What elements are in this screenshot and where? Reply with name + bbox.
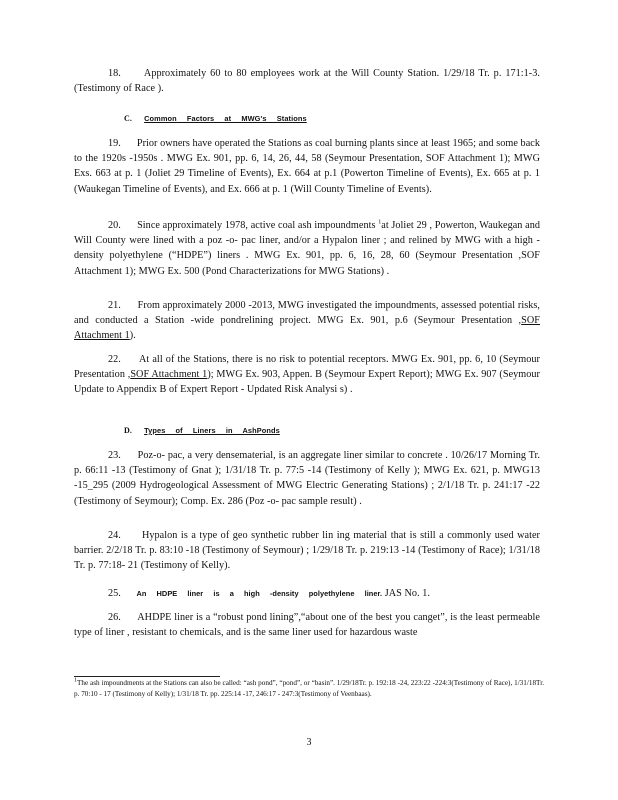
section-label: C. [124, 114, 132, 123]
underlined-citation: SOF Attachment 1 [74, 315, 540, 342]
paragraph-text: At all of the Stations, there is no risk to potential receptors. MWG Ex. 901, pp. 6, 10 (Seymour Presentation , [74, 354, 540, 381]
paragraph-text: AHDPE liner is a “robust pond lining”,“about one of the best you canget”, is the least permeable type of liner , resistant to chemicals, and is the same liner used for hazardous waste [74, 612, 540, 639]
paragraph-text: Prior owners have operated the Stations as coal burning plants since at least 1965; and some back to the 1920s -1950s . MWG Ex. 901, pp. 6, 14, 26, 44, 58 (Seymour Presentation, SOF Attachment 1); MWG Exs. 663 at p. 1 (Joliet 29 Timeline of Events), Ex. 664 at p.1 (Powerton Timeline of Events), Ex. 665 at p. 1 (Waukegan Timeline of Events), and Ex. 666 at p. 1 (Will County Timeline of Events). [74, 138, 540, 195]
footnote-text: The ash impoundments at the Stations can also be called: “ash pond”, “pond”, or “basin”. 1/29/18Tr. p. 192:18 -24, 223:22 -224:3(Testimony of Race), 1/31/18Tr. p. 70:10 - 17 (Testimony of Kelly); 1/31/18 Tr. pp. 225:14 -17, 246:17 - 247:3(Testimony of Veenbaas). [74, 679, 544, 699]
paragraph-21 [74, 298, 540, 344]
paragraph-22 [74, 352, 540, 398]
section-heading-d [124, 426, 280, 435]
paragraph-text-end: ); MWG Ex. 903, Appen. B (Seymour Expert Report); MWG Ex. 907 (Seymour Update to Appendix B of Expert Report - Updated Risk Analysi s) . [74, 369, 540, 396]
paragraph-text: Since approximately 1978, active coal ash impoundments [137, 220, 379, 231]
footnote-mark: 1 [74, 677, 77, 684]
paragraph-text: From approximately 2000 -2013, MWG investigated the impoundments, assessed potential risks, and conducted a Station -wide pondrelining project. MWG Ex. 901, p.6 (Seymour Presentation , [74, 300, 540, 327]
paragraph-text-continued: at Joliet 29 , Powerton, Waukegan and Will County were lined with a poz -o- pac liner, and/or a Hypalon liner ; and relined by MWG with a high -density polyethylene (“HDPE”) liners . MWG Ex. 901, pp. 6, 16, 28, 60 (Seymour Presentation ,SOF Attachment 1); MWG Ex. 500 (Pond Characterizations for MWG Stations) . [74, 220, 540, 277]
underlined-citation: SOF Attachment 1 [130, 369, 208, 381]
paragraph-number: 23. [108, 450, 121, 461]
section-label: D. [124, 426, 132, 435]
paragraph-number: 21. [108, 300, 121, 311]
paragraph-number: 19. [108, 138, 121, 149]
paragraph-number: 24. [108, 530, 121, 541]
paragraph-text: Approximately 60 to 80 employees work at the Will County Station. 1/29/18 Tr. p. 171:1-3. (Testimony of Race ). [74, 68, 540, 95]
paragraph-text: Hypalon is a type of geo synthetic rubber lin ing material that is still a commonly used water barrier. 2/2/18 Tr. p. 83:10 -18 (Testimony of Seymour) ; 1/29/18 Tr. p. 219:13 -14 (Testimony of Race); 1/31/18 Tr. p. 77:18- 21 (Testimony of Kelly). [74, 530, 540, 572]
page-number: 3 [306, 737, 312, 748]
footnote-reference[interactable]: 1 [378, 219, 382, 226]
paragraph-text: Poz-o- pac, a very densematerial, is an aggregate liner similar to concrete . 10/26/17 Morning Tr. p. 66:11 -13 (Testimony of Gnat ); 1/31/18 Tr. p. 77:5 -14 (Testimony of Kelly ); MWG Ex. 621, p. MWG13 -15_295 (2009 Hydrogeological Assessment of MWG Electric Generating Stations) ; 2/1/18 Tr. p. 241:17 -22 (Testimony of Seymour); Comp. Ex. 286 (Poz -o- pac sample result) . [74, 450, 540, 507]
paragraph-25 [74, 586, 540, 601]
paragraph-number: 26. [108, 612, 121, 623]
paragraph-number: 18. [108, 68, 121, 79]
footnote-divider [74, 676, 220, 677]
section-heading-c [124, 114, 307, 123]
paragraph-20 [74, 218, 540, 279]
paragraph-number: 25. [108, 588, 121, 599]
paragraph-text-end: JAS No. 1. [382, 588, 430, 599]
paragraph-24 [74, 528, 540, 574]
paragraph-number: 22. [108, 354, 121, 365]
paragraph-23 [74, 448, 540, 509]
paragraph-text-end: ). [129, 330, 136, 342]
section-title: Types of Liners in AshPonds [144, 426, 280, 435]
paragraph-19 [74, 136, 540, 197]
paragraph-26 [74, 610, 540, 640]
paragraph-number: 20. [108, 220, 121, 231]
paragraph-text-small: An HDPE liner is a high -density polyethylene liner. [136, 589, 383, 598]
section-title: Common Factors at MWG's Stations [144, 114, 307, 123]
footnote [74, 678, 544, 700]
paragraph-18 [74, 66, 540, 96]
